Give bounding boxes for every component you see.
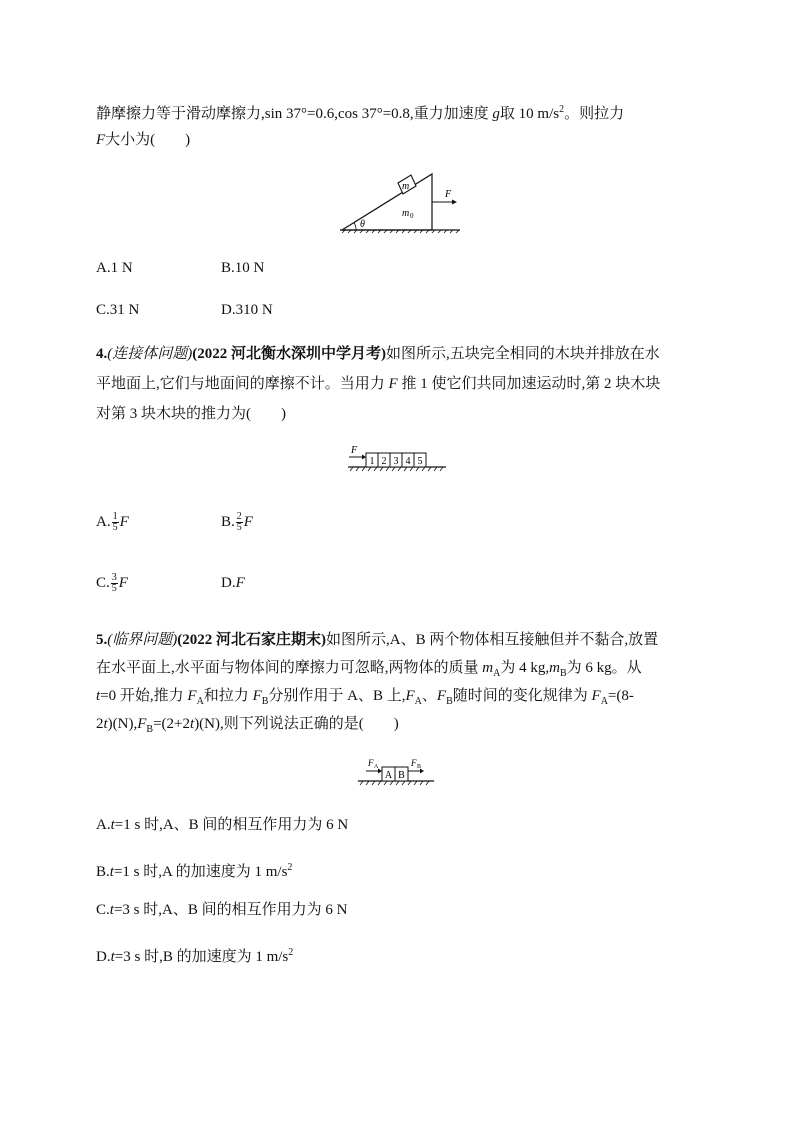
q5-text-line-3 — [96, 686, 634, 712]
label-FA-sub: A — [374, 764, 379, 770]
option-text: 1 N — [110, 260, 133, 276]
q4-text: 平地面上,它们与地面间的摩擦不计。当用力 — [96, 376, 389, 392]
option-text: 31 N — [109, 302, 140, 318]
var-m: m — [482, 660, 494, 676]
fraction — [112, 512, 119, 533]
q5-text: 为 4 kg, — [500, 660, 550, 676]
option-key: B. — [221, 260, 235, 276]
option-text: 10 N — [234, 260, 265, 276]
numerator: 1 — [112, 511, 118, 523]
question-tag: (连接体问题) — [107, 346, 193, 362]
q3-option-a[interactable] — [96, 258, 133, 278]
label-F: F — [351, 445, 358, 456]
q4-text: 推 1 使它们共同加速运动时,第 2 块木块 — [397, 376, 661, 392]
q4-option-d[interactable] — [221, 573, 245, 593]
var-F: F — [388, 376, 398, 392]
option-key: C. — [96, 902, 110, 918]
q5-option-b[interactable] — [96, 858, 292, 882]
option-key: D. — [96, 949, 111, 965]
denominator: 5 — [236, 522, 242, 534]
superscript: 2 — [288, 947, 294, 958]
q5-text: 随时间的变化规律为 — [452, 688, 592, 704]
subscript: B — [261, 696, 269, 707]
q5-text: =0 开始,推力 — [100, 688, 188, 704]
q3-incline-figure — [336, 166, 466, 238]
denominator: 5 — [111, 583, 117, 595]
var-t: t — [190, 716, 195, 732]
q4-option-c[interactable] — [96, 573, 128, 594]
option-key: C. — [96, 302, 110, 318]
label-FB-sub: B — [417, 764, 422, 770]
q5-text: 在水平面上,水平面与物体间的摩擦力可忽略,两物体的质量 — [96, 660, 483, 676]
var-F: F — [243, 514, 253, 530]
subscript: A — [493, 668, 501, 679]
var-F: F — [235, 575, 245, 591]
q5-text: 为 6 kg。从 — [566, 660, 642, 676]
superscript: 2 — [559, 104, 565, 115]
var-t: t — [103, 716, 108, 732]
block-label-b: B — [398, 770, 405, 781]
q5-text: 和拉力 — [203, 688, 253, 704]
var-t: t — [109, 864, 114, 880]
q4-text-line-3 — [96, 404, 286, 424]
numerator: 3 — [111, 572, 117, 584]
option-key: B. — [221, 514, 235, 530]
subscript: B — [559, 668, 567, 679]
var-g: g — [492, 106, 500, 122]
var-F: F — [119, 514, 129, 530]
q4-option-b[interactable] — [221, 512, 253, 533]
option-key: D. — [221, 302, 236, 318]
label-F: F — [445, 189, 452, 200]
subscript: A — [414, 696, 422, 707]
q5-text: 、 — [421, 688, 437, 704]
block-label-3: 3 — [393, 456, 399, 467]
q4-text: 如图所示,五块完全相同的木块并排放在水 — [386, 346, 660, 362]
q5-text: 如图所示,A、B 两个物体相互接触但并不黏合,放置 — [326, 632, 659, 648]
var-F: F — [591, 688, 601, 704]
q4-text-line-1 — [96, 344, 660, 364]
var-F: F — [436, 688, 447, 704]
label-FA: F — [368, 758, 374, 768]
wedge — [342, 174, 432, 230]
block-label-5: 5 — [417, 456, 423, 467]
q5-text: 2 — [96, 716, 104, 732]
var-t: t — [110, 817, 115, 833]
q4-text: 对第 3 块木块的推力为( ) — [96, 406, 286, 422]
q3-text-line-2 — [96, 130, 190, 150]
question-tag: (临界问题) — [107, 632, 178, 648]
option-key: A. — [96, 260, 111, 276]
fraction — [111, 573, 118, 594]
q5-text-line-2 — [96, 658, 642, 684]
q5-text-line-4 — [96, 714, 399, 740]
q3-text: 静摩擦力等于滑动摩擦力,sin 37°=0.6,cos 37°=0.8,重力加速度 — [96, 106, 493, 122]
block-label-2: 2 — [381, 456, 387, 467]
var-F: F — [118, 575, 128, 591]
var-F: F — [405, 688, 415, 704]
question-source: (2022 河北衡水深圳中学月考) — [192, 346, 386, 362]
q3-text: 大小为( ) — [105, 132, 191, 148]
block-label-4: 4 — [405, 456, 411, 467]
fraction — [236, 512, 243, 533]
var-m: m — [549, 660, 560, 676]
label-FB: F — [411, 758, 417, 768]
option-key: A. — [96, 817, 111, 833]
subscript: B — [146, 724, 154, 735]
question-source: (2022 河北石家庄期末) — [177, 632, 326, 648]
q5-text: =(2+2 — [153, 716, 191, 732]
option-text: =1 s 时,A、B 间的相互作用力为 6 N — [114, 817, 349, 833]
denominator: 5 — [112, 522, 118, 534]
option-text: 310 N — [235, 302, 273, 318]
label-m: m — [402, 181, 410, 192]
q3-text: 。则拉力 — [564, 106, 625, 122]
label-m0: m — [402, 208, 410, 219]
option-text: =3 s 时,A、B 间的相互作用力为 6 N — [113, 902, 348, 918]
q4-option-a[interactable] — [96, 512, 129, 533]
q3-option-b[interactable] — [221, 258, 264, 278]
subscript: B — [446, 696, 453, 707]
q5-option-a[interactable] — [96, 815, 348, 835]
q5-ab-figure — [356, 756, 436, 788]
q5-text: )(N), — [107, 716, 138, 732]
var-t: t — [96, 688, 101, 704]
var-t: t — [110, 949, 115, 965]
question-number: 4. — [96, 346, 108, 362]
numerator: 2 — [236, 511, 242, 523]
option-text: =1 s 时,A 的加速度为 1 m/s — [113, 864, 288, 880]
q3-option-d[interactable] — [221, 300, 273, 320]
q5-text: 分别作用于 A、B 上, — [268, 688, 406, 704]
q3-text: 取 10 m/s — [499, 106, 560, 122]
subscript: A — [196, 696, 204, 707]
superscript: 2 — [287, 862, 293, 873]
option-text: =3 s 时,B 的加速度为 1 m/s — [114, 949, 289, 965]
q4-text-line-2 — [96, 374, 660, 394]
var-t: t — [109, 902, 114, 918]
var-F: F — [137, 716, 147, 732]
q5-option-c[interactable] — [96, 900, 347, 920]
label-theta: θ — [360, 219, 365, 230]
q4-blocks-figure — [346, 443, 448, 475]
option-key: D. — [221, 575, 236, 591]
q5-text: )(N),则下列说法正确的是( ) — [194, 716, 399, 732]
label-m0-sub: 0 — [410, 212, 414, 220]
block-label-a: A — [384, 770, 393, 781]
option-key: C. — [96, 575, 110, 591]
option-key: B. — [96, 864, 110, 880]
option-key: A. — [96, 514, 111, 530]
var-F: F — [252, 688, 262, 704]
q3-text-line-1 — [96, 100, 624, 124]
q3-option-c[interactable] — [96, 300, 139, 320]
var-F: F — [187, 688, 197, 704]
question-number: 5. — [96, 632, 108, 648]
var-F: F — [96, 132, 106, 148]
subscript: A — [600, 696, 608, 707]
q5-text: =(8- — [607, 688, 634, 704]
q5-text-line-1 — [96, 630, 658, 650]
block-label-1: 1 — [369, 456, 375, 467]
q5-option-d[interactable] — [96, 943, 293, 967]
